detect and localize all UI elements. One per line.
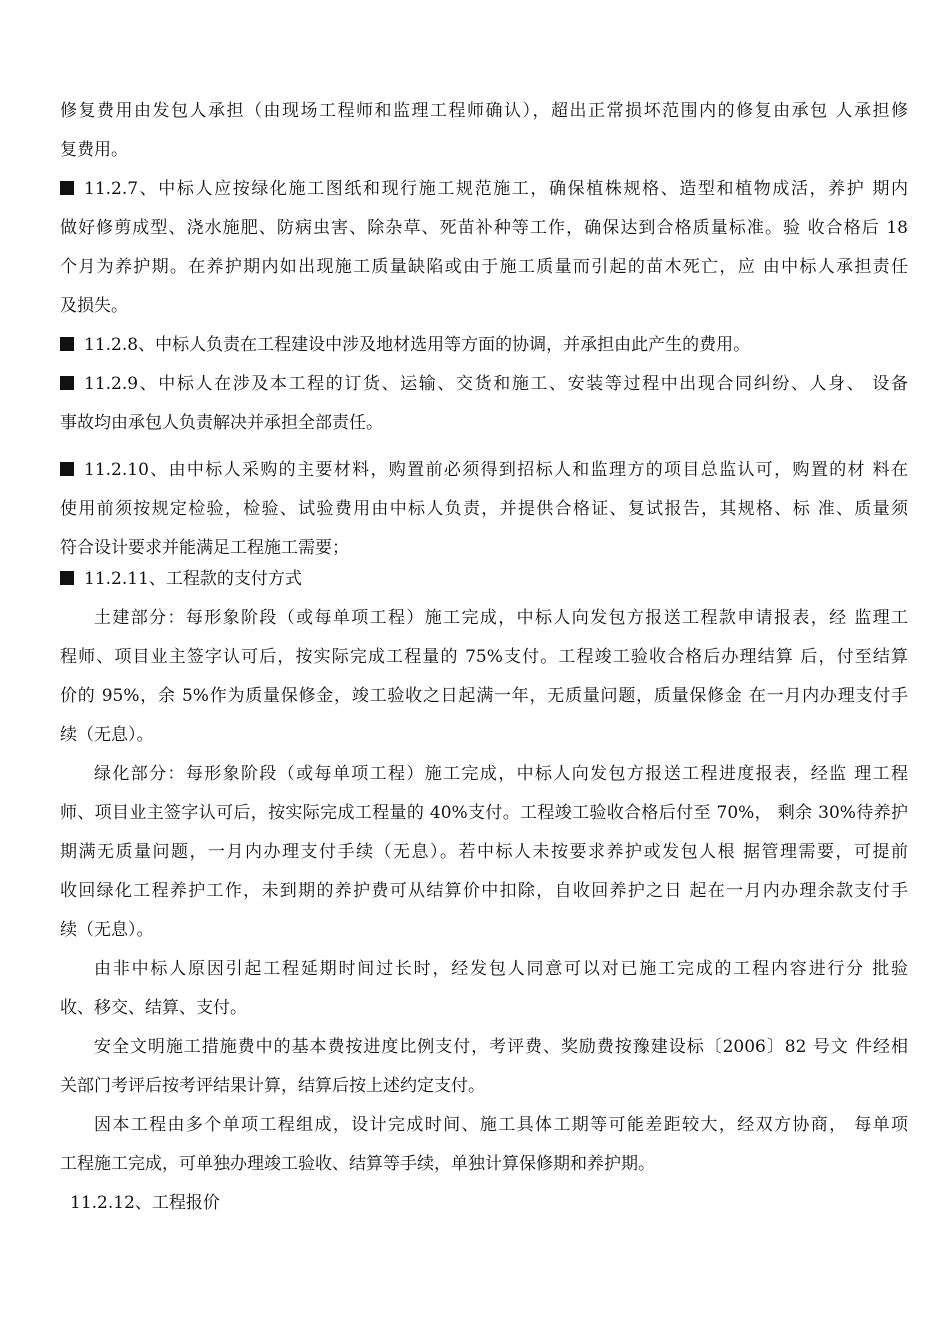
section-heading: 11.2.11、工程款的支付方式 [60, 560, 908, 599]
intro-paragraph [60, 92, 908, 170]
text-line: 因本工程由多个单项工程组成，设计完成时间、施工具体工期等可能差距较大，经双方协商， 每单项 [94, 1115, 908, 1135]
text-line: 关部门考评后按考评结果计算，结算后按上述约定支付。 [60, 1076, 485, 1096]
text-line: 11.2.8、中标人负责在工程建设中涉及地材选用等方面的协调，并承担由此产生的费用。 [60, 326, 908, 365]
clause-11-2-12 [60, 1184, 908, 1223]
text-line: 续（无息）。 [60, 920, 154, 940]
text-line: 安全文明施工措施费中的基本费按进度比例支付，考评费、奖励费按豫建设标〔2006〕82 号文 件经相 [94, 1037, 908, 1057]
bullet-square-icon [60, 376, 74, 390]
text-line: 符合设计要求并能满足工程施工需要； [60, 538, 349, 558]
text-line: 续（无息）。 [60, 725, 154, 745]
text-line: 个月为养护期。在养护期内如出现施工质量缺陷或由于施工质量而引起的苗木死亡，应 由中标人承担责任 [60, 257, 908, 277]
bullet-square-icon [60, 181, 74, 195]
text-line: 师、项目业主签字认可后，按实际完成工程量的 40%支付。工程竣工验收合格后付至 70%， 剩余 30%待养护 [60, 803, 908, 823]
text-line: 复费用。 [60, 140, 128, 160]
text-line: 使用前须按规定检验，检验、试验费用由中标人负责，并提供合格证、复试报告，其规格、标 准、质量须 [60, 499, 908, 519]
payment-greening-paragraph [60, 755, 908, 950]
delay-paragraph [60, 950, 908, 1028]
safety-fee-paragraph [60, 1028, 908, 1106]
text-line: 11.2.10、由中标人采购的主要材料，购置前必须得到招标人和监理方的项目总监认可，购置的材 料在 [60, 451, 908, 490]
text-line: 做好修剪成型、浇水施肥、防病虫害、除杂草、死苗补种等工作，确保达到合格质量标准。验 收合格后 18 [60, 218, 908, 238]
text-line: 程师、项目业主签字认可后，按实际完成工程量的 75%支付。工程竣工验收合格后办理结算 后，付至结算 [60, 647, 908, 667]
text-line: 工程施工完成，可单独办理竣工验收、结算等手续，单独计算保修期和养护期。 [60, 1154, 655, 1174]
bullet-square-icon [60, 337, 74, 351]
bullet-square-icon [60, 462, 74, 476]
text-line: 事故均由承包人负责解决并承担全部责任。 [60, 413, 383, 433]
text-line: 收回绿化工程养护工作，未到期的养护费可从结算价中扣除，自收回养护之日 起在一月内办理余款支付手 [60, 881, 908, 901]
text-line: 价的 95%，余 5%作为质量保修金，竣工验收之日起满一年，无质量问题，质量保修金 在一月内办理支付手 [60, 686, 908, 706]
clause-11-2-10 [60, 451, 908, 568]
clause-11-2-11 [60, 560, 908, 599]
text-line: 土建部分：每形象阶段（或每单项工程）施工完成，中标人向发包方报送工程款申请报表，经 监理工 [94, 608, 908, 628]
text-line: 11.2.9、中标人在涉及本工程的订货、运输、交货和施工、安装等过程中出现合同纠纷、人身、 设备 [60, 365, 908, 404]
document-page [60, 92, 908, 1223]
text-line: 绿化部分：每形象阶段（或每单项工程）施工完成，中标人向发包方报送工程进度报表，经监 理工程 [94, 764, 908, 784]
text-line: 由非中标人原因引起工程延期时间过长时，经发包人同意可以对已施工完成的工程内容进行分 批验 [94, 959, 908, 979]
section-heading: 11.2.12、工程报价 [70, 1193, 220, 1213]
text-line: 收、移交、结算、支付。 [60, 998, 247, 1018]
clause-11-2-9 [60, 365, 908, 443]
text-line: 及损失。 [60, 296, 128, 316]
bullet-square-icon [60, 571, 74, 585]
text-line: 期满无质量问题，一月内办理支付手续（无息）。若中标人未按要求养护或发包人根 据管理需要，可提前 [60, 842, 908, 862]
multi-project-paragraph [60, 1106, 908, 1184]
clause-11-2-7 [60, 170, 908, 326]
payment-civil-paragraph [60, 599, 908, 755]
text-line: 修复费用由发包人承担（由现场工程师和监理工程师确认），超出正常损坏范围内的修复由承包 人承担修 [60, 101, 908, 121]
clause-11-2-8 [60, 326, 908, 365]
text-line: 11.2.7、中标人应按绿化施工图纸和现行施工规范施工，确保植株规格、造型和植物成活，养护 期内 [60, 170, 908, 209]
